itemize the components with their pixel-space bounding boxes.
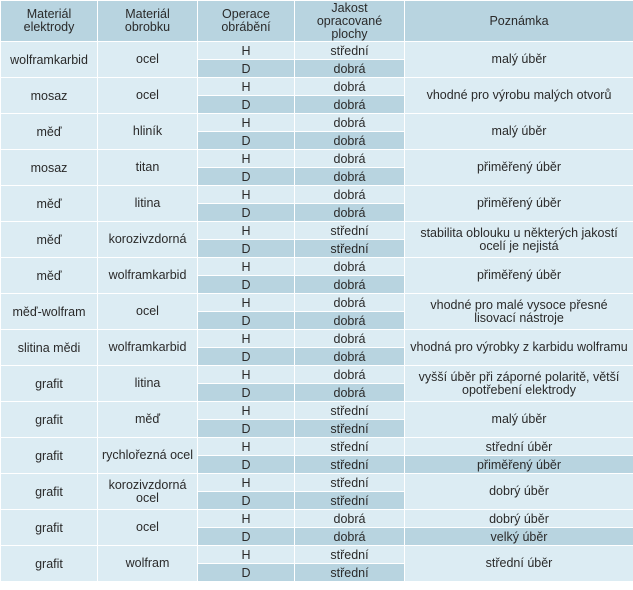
note-cell: přiměřený úběr — [405, 150, 633, 186]
electrode-material-cell: měď — [1, 186, 98, 222]
surface-quality-cell: střední — [295, 438, 405, 456]
table-row — [1, 114, 633, 132]
table-row — [1, 150, 633, 168]
table-row — [1, 42, 633, 60]
table-row — [1, 258, 633, 276]
surface-quality-cell: střední — [295, 42, 405, 60]
operation-cell: D — [198, 96, 295, 114]
electrode-material-cell: grafit — [1, 402, 98, 438]
operation-cell: H — [198, 474, 295, 492]
operation-cell: D — [198, 240, 295, 258]
surface-quality-cell: střední — [295, 546, 405, 564]
operation-cell: H — [198, 294, 295, 312]
operation-cell: H — [198, 258, 295, 276]
operation-cell: D — [198, 204, 295, 222]
surface-quality-cell: dobrá — [295, 186, 405, 204]
surface-quality-cell: dobrá — [295, 384, 405, 402]
electrode-material-cell: mosaz — [1, 78, 98, 114]
table-row — [1, 474, 633, 492]
surface-quality-cell: dobrá — [295, 294, 405, 312]
electrode-material-cell: mosaz — [1, 150, 98, 186]
surface-quality-cell: dobrá — [295, 348, 405, 366]
surface-quality-cell: dobrá — [295, 312, 405, 330]
workpiece-material-cell: wolframkarbid — [98, 258, 198, 294]
workpiece-material-cell: korozivzdorná ocel — [98, 474, 198, 510]
electrode-material-cell: slitina mědi — [1, 330, 98, 366]
table-header — [1, 1, 633, 42]
workpiece-material-cell: ocel — [98, 294, 198, 330]
surface-quality-cell: dobrá — [295, 366, 405, 384]
note-cell: vhodné pro malé vysoce přesné lisovací nástroje — [405, 294, 633, 330]
surface-quality-cell: dobrá — [295, 132, 405, 150]
electrode-material-cell: měď — [1, 258, 98, 294]
operation-cell: H — [198, 330, 295, 348]
note-cell: vhodná pro výrobky z karbidu wolframu — [405, 330, 633, 366]
electrode-material-cell: grafit — [1, 366, 98, 402]
operation-cell: D — [198, 168, 295, 186]
surface-quality-cell: střední — [295, 222, 405, 240]
surface-quality-cell: střední — [295, 456, 405, 474]
surface-quality-cell: dobrá — [295, 204, 405, 222]
note-cell: malý úběr — [405, 402, 633, 438]
workpiece-material-cell: litina — [98, 366, 198, 402]
surface-quality-cell: střední — [295, 564, 405, 582]
operation-cell: D — [198, 276, 295, 294]
surface-quality-cell: dobrá — [295, 276, 405, 294]
surface-quality-cell: dobrá — [295, 114, 405, 132]
workpiece-material-cell: ocel — [98, 510, 198, 546]
header-note: Poznámka — [405, 1, 633, 42]
surface-quality-cell: dobrá — [295, 168, 405, 186]
operation-cell: D — [198, 420, 295, 438]
operation-cell: H — [198, 546, 295, 564]
operation-cell: H — [198, 510, 295, 528]
workpiece-material-cell: litina — [98, 186, 198, 222]
note-cell: přiměřený úběr — [405, 456, 633, 474]
table-row — [1, 78, 633, 96]
operation-cell: H — [198, 114, 295, 132]
operation-cell: D — [198, 564, 295, 582]
surface-quality-cell: dobrá — [295, 330, 405, 348]
workpiece-material-cell: ocel — [98, 78, 198, 114]
table-row — [1, 366, 633, 384]
surface-quality-cell: dobrá — [295, 150, 405, 168]
note-cell: střední úběr — [405, 438, 633, 456]
operation-cell: D — [198, 384, 295, 402]
surface-quality-cell: střední — [295, 492, 405, 510]
workpiece-material-cell: hliník — [98, 114, 198, 150]
operation-cell: H — [198, 438, 295, 456]
operation-cell: D — [198, 492, 295, 510]
workpiece-material-cell: ocel — [98, 42, 198, 78]
note-cell: velký úběr — [405, 528, 633, 546]
table-row — [1, 330, 633, 348]
surface-quality-cell: dobrá — [295, 528, 405, 546]
operation-cell: D — [198, 132, 295, 150]
electrode-material-cell: wolframkarbid — [1, 42, 98, 78]
note-cell: dobrý úběr — [405, 510, 633, 528]
note-cell: malý úběr — [405, 114, 633, 150]
operation-cell: H — [198, 402, 295, 420]
electrode-material-cell: měď — [1, 114, 98, 150]
operation-cell: H — [198, 150, 295, 168]
operation-cell: H — [198, 78, 295, 96]
electrode-material-cell: grafit — [1, 510, 98, 546]
workpiece-material-cell: rychlořezná ocel — [98, 438, 198, 474]
table-row — [1, 402, 633, 420]
note-cell: malý úběr — [405, 42, 633, 78]
workpiece-material-cell: wolfram — [98, 546, 198, 582]
header-row — [1, 1, 633, 42]
note-cell: dobrý úběr — [405, 474, 633, 510]
surface-quality-cell: střední — [295, 402, 405, 420]
workpiece-material-cell: měď — [98, 402, 198, 438]
surface-quality-cell: dobrá — [295, 60, 405, 78]
surface-quality-cell: střední — [295, 420, 405, 438]
workpiece-material-cell: wolframkarbid — [98, 330, 198, 366]
operation-cell: H — [198, 222, 295, 240]
operation-cell: D — [198, 312, 295, 330]
electrode-material-cell: měď — [1, 222, 98, 258]
operation-cell: H — [198, 186, 295, 204]
operation-cell: H — [198, 42, 295, 60]
electrode-material-cell: grafit — [1, 438, 98, 474]
note-cell: vhodné pro výrobu malých otvorů — [405, 78, 633, 114]
table-row — [1, 510, 633, 528]
table-row — [1, 186, 633, 204]
header-surface-quality: Jakost opracované plochy — [295, 1, 405, 42]
surface-quality-cell: střední — [295, 240, 405, 258]
surface-quality-cell: dobrá — [295, 258, 405, 276]
operation-cell: D — [198, 528, 295, 546]
table-row — [1, 546, 633, 564]
table-row — [1, 438, 633, 456]
workpiece-material-cell: titan — [98, 150, 198, 186]
operation-cell: D — [198, 348, 295, 366]
note-cell: přiměřený úběr — [405, 186, 633, 222]
note-cell: střední úběr — [405, 546, 633, 582]
electrode-material-cell: grafit — [1, 546, 98, 582]
surface-quality-cell: dobrá — [295, 96, 405, 114]
note-cell: stabilita oblouku u některých jakostí ocelí je nejistá — [405, 222, 633, 258]
note-cell: přiměřený úběr — [405, 258, 633, 294]
header-operation: Operace obrábění — [198, 1, 295, 42]
header-workpiece-material: Materiál obrobku — [98, 1, 198, 42]
surface-quality-cell: dobrá — [295, 78, 405, 96]
workpiece-material-cell: korozivzdorná — [98, 222, 198, 258]
operation-cell: D — [198, 60, 295, 78]
surface-quality-cell: dobrá — [295, 510, 405, 528]
note-cell: vyšší úběr při záporné polaritě, větší opotřebení elektrody — [405, 366, 633, 402]
electrode-material-cell: měď-wolfram — [1, 294, 98, 330]
header-electrode-material: Materiál elektrody — [1, 1, 98, 42]
surface-quality-cell: střední — [295, 474, 405, 492]
operation-cell: H — [198, 366, 295, 384]
electrode-material-cell: grafit — [1, 474, 98, 510]
table-body — [1, 42, 633, 582]
table-row — [1, 222, 633, 240]
table-row — [1, 294, 633, 312]
operation-cell: D — [198, 456, 295, 474]
